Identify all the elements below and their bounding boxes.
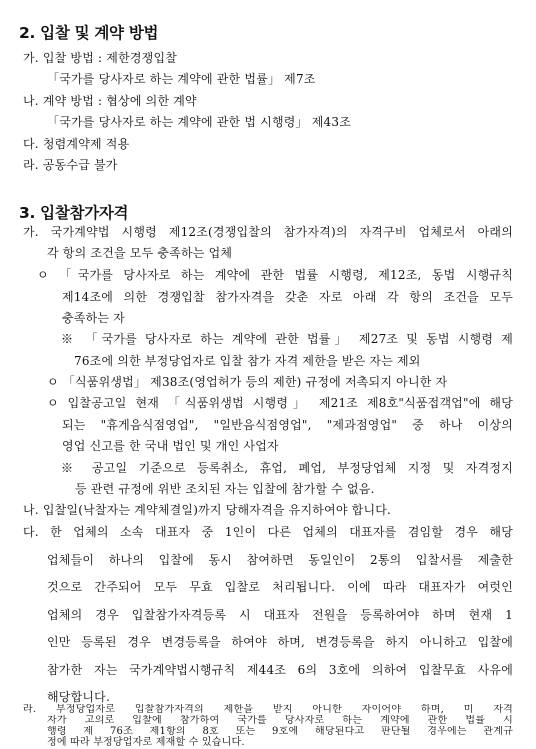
section-3-item-da-line-7: 해당합니다. (47, 690, 110, 704)
section-3-item-ra-line-2: 자가 고의로 입찰에 참가하여 국가를 당사자로 하는 계약에 관한 법률 시 (47, 715, 513, 726)
bullet-3-line-1: ㅇ 입찰공고일 현재 「식품위생법 시행령」 제21조 제8호"식품접객업"에 해당 (47, 396, 513, 410)
section-3-item-da-line-2: 업체들이 하나의 입찰에 동시 참여하면 동일인이 2통의 입찰서를 제출한 (47, 553, 513, 567)
section-2-item-ra: 라. 공동수급 불가 (23, 158, 118, 172)
section-3-item-ra-line-3: 행령 제 76조 제1항의 8호 또는 9호에 해당된다고 판단될 경우에는 관계규 (47, 726, 513, 737)
bullet-2: ㅇ 「식품위생법」 제38조(영업허가 등의 제한) 규정에 저촉되지 아니한 자 (47, 375, 448, 389)
section-2-item-ga-reference: 「국가를 당사자로 하는 계약에 관한 법률」 제7조 (47, 72, 316, 86)
section-3-item-da-line-3: 것으로 간주되어 모두 무효 입찰로 처리됩니다. 이에 따라 대표자가 여럿인 (47, 580, 513, 594)
bullet-1-line-1: ㅇ 「국가를 당사자로 하는 계약에 관한 법률 시행령, 제12조, 동법 시행규칙 (37, 268, 513, 282)
section-3-item-da-line-1: 다. 한 업체의 소속 대표자 중 1인이 다른 업체의 대표자를 겸임할 경우 해당 (23, 525, 513, 539)
section-3-title: 3. 입찰참가자격 (19, 204, 129, 222)
section-3-item-da-line-4: 업체의 경우 입찰참가자격등록 시 대표자 전원을 등록하여야 하며 현재 1 (47, 608, 513, 622)
section-3-item-ga-line-2: 각 항의 조건을 모두 충족하는 업체 (47, 246, 233, 260)
section-2-title: 2. 입찰 및 계약 방법 (19, 24, 159, 42)
bullet-1-line-3: 충족하는 자 (62, 311, 125, 325)
bullet-1-line-2: 제14조에 의한 경쟁입찰 참가자격을 갖춘 자로 아래 각 항의 조건을 모두 (62, 290, 513, 304)
section-3-item-ra-line-4: 정에 따라 부정당업자로 제재할 수 있습니다. (47, 737, 245, 748)
note-1-line-2: 76조에 의한 부정당업자로 입찰 참가 자격 제한을 받은 자는 제외 (74, 354, 421, 368)
section-3-item-da-line-6: 참가한 자는 국가계약법시행규칙 제44조 6의 3호에 의하여 입찰무효 사유에 (47, 663, 513, 677)
note-1-line-1: ※ 「국가를 당사자로 하는 계약에 관한 법률」 제27조 및 동법 시행령 제 (61, 332, 513, 346)
section-2-item-ga: 가. 입찰 방법 : 제한경쟁입찰 (23, 51, 178, 65)
section-3-item-na: 나. 입찰일(낙찰자는 계약체결일)까지 당해자격을 유지하여야 합니다. (23, 503, 392, 517)
note-2-line-2: 등 관련 규정에 위반 조치된 자는 입찰에 참가할 수 없음. (75, 482, 375, 496)
section-3-item-ga-line-1: 가. 국가계약법 시행령 제12조(경쟁입찰의 참가자격)의 자격구비 업체로서 아래의 (23, 225, 513, 239)
section-2-item-na: 나. 계약 방법 : 협상에 의한 계약 (23, 94, 197, 108)
section-2-item-na-reference: 「국가를 당사자로 하는 계약에 관한 법 시행령」 제43조 (47, 115, 352, 129)
bullet-3-line-3: 영업 신고를 한 국내 법인 및 개인 사업자 (62, 439, 279, 453)
section-2-item-da: 다. 청렴계약제 적용 (23, 137, 130, 151)
section-3-item-da-line-5: 인만 등록된 경우 변경등록을 하여야 하며, 변경등록을 하지 아니하고 입찰에 (47, 635, 513, 649)
section-3-item-ra-line-1: 라. 부정당업자로 입찰참가자격의 제한을 받지 아니한 자이어야 하며, 미 자격 (23, 704, 513, 715)
bullet-3-line-2: 되는 "휴게음식점영업", "일반음식점영업", "제과점영업" 중 하나 이상의 (62, 418, 513, 432)
note-2-line-1: ※ 공고일 기준으로 등록취소, 휴업, 폐업, 부정당업체 지정 및 자격정지 (61, 461, 513, 475)
